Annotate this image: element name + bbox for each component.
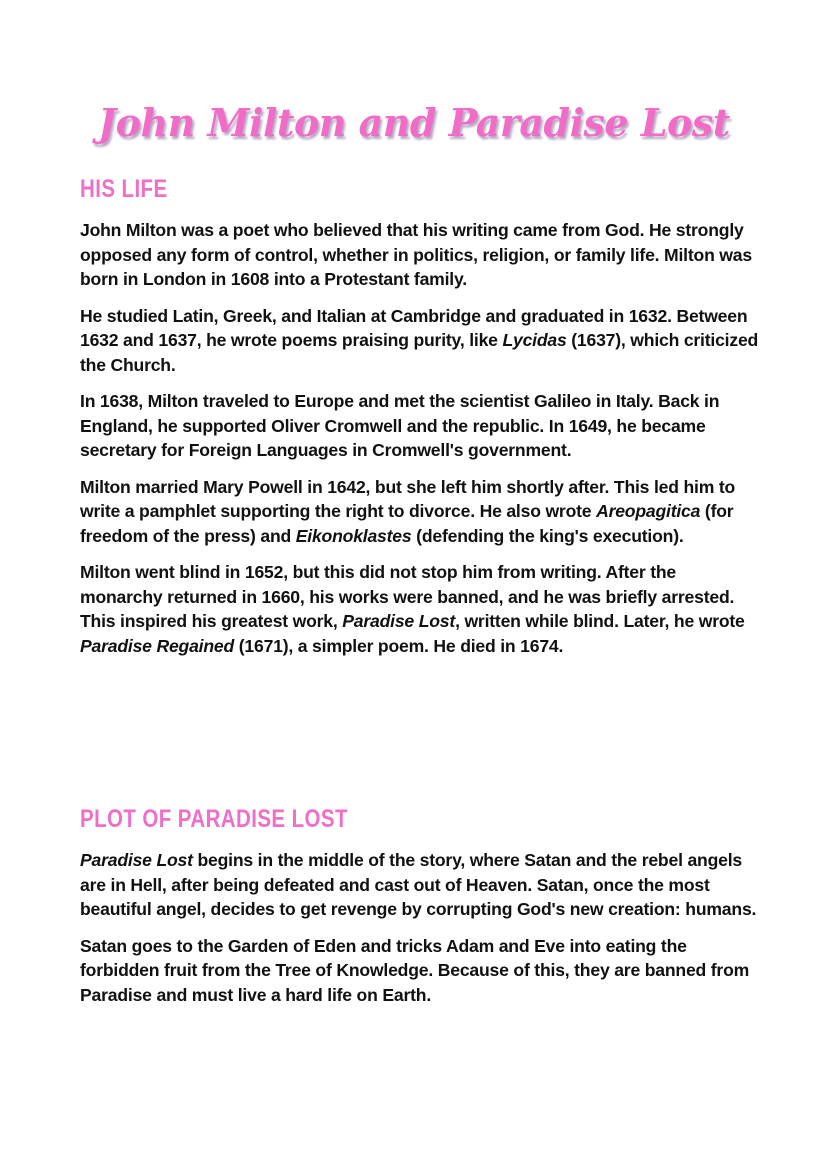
paragraph — [80, 560, 760, 658]
section-life — [80, 218, 760, 670]
text: Milton went blind in 1652, but this did not stop him from writing. After the monarchy returned in 1660, his works were banned, and he was briefly arrested. This inspired his greatest work, — [80, 562, 735, 631]
paragraph: Satan goes to the Garden of Eden and tricks Adam and Eve into eating the forbidden fruit from the Tree of Knowledge. Because of this, they are banned from Paradise and must live a hard life on Earth. — [80, 935, 750, 1005]
section-heading-life: HIS LIFE — [80, 175, 168, 203]
paragraph — [80, 304, 760, 378]
work-title: Areopagitica — [596, 501, 701, 521]
paragraph: John Milton was a poet who believed that his writing came from God. He strongly opposed any form of control, whether in politics, religion, or family life. Milton was born in London in 1608 into a Protestant family. — [80, 220, 752, 289]
text: He studied Latin, Greek, and Italian at Cambridge and graduated in 1632. Between 1632 and 1637, he wrote poems praising purity, like — [80, 305, 748, 350]
text: , written while blind. Later, he wrote — [455, 611, 745, 631]
text: (1671), a simpler poem. He died in 1674. — [234, 635, 564, 656]
section-plot — [80, 848, 760, 1019]
paragraph — [80, 848, 760, 922]
work-title: Paradise Regained — [80, 635, 235, 656]
work-title: Lycidas — [502, 330, 567, 350]
page-title: John Milton and Paradise Lost — [98, 100, 730, 145]
text: (for freedom of the press) and — [80, 501, 734, 546]
paragraph: In 1638, Milton traveled to Europe and met the scientist Galileo in Italy. Back in England, he supported Oliver Cromwell and the republic. In 1649, he became secretary for Foreign Languages in Cromwell's government. — [80, 391, 720, 460]
text: (1637), which criticized the Church. — [80, 330, 759, 375]
work-title: Eikonoklastes — [295, 525, 412, 546]
work-title: Paradise Lost — [342, 611, 456, 631]
text: Milton married Mary Powell in 1642, but she left him shortly after. This led him to write a pamphlet supporting the right to divorce. He also wrote — [80, 476, 736, 521]
text: begins in the middle of the story, where Satan and the rebel angels are in Hell, after being defeated and cast out of Heaven. Satan, once the most beautiful angel, decides to get revenge by corrupting God's new creation: humans. — [80, 850, 757, 919]
section-heading-plot: PLOT OF PARADISE LOST — [80, 805, 348, 833]
paragraph — [80, 475, 760, 549]
work-title: Paradise Lost — [80, 850, 193, 870]
text: (defending the king's execution). — [411, 525, 684, 546]
